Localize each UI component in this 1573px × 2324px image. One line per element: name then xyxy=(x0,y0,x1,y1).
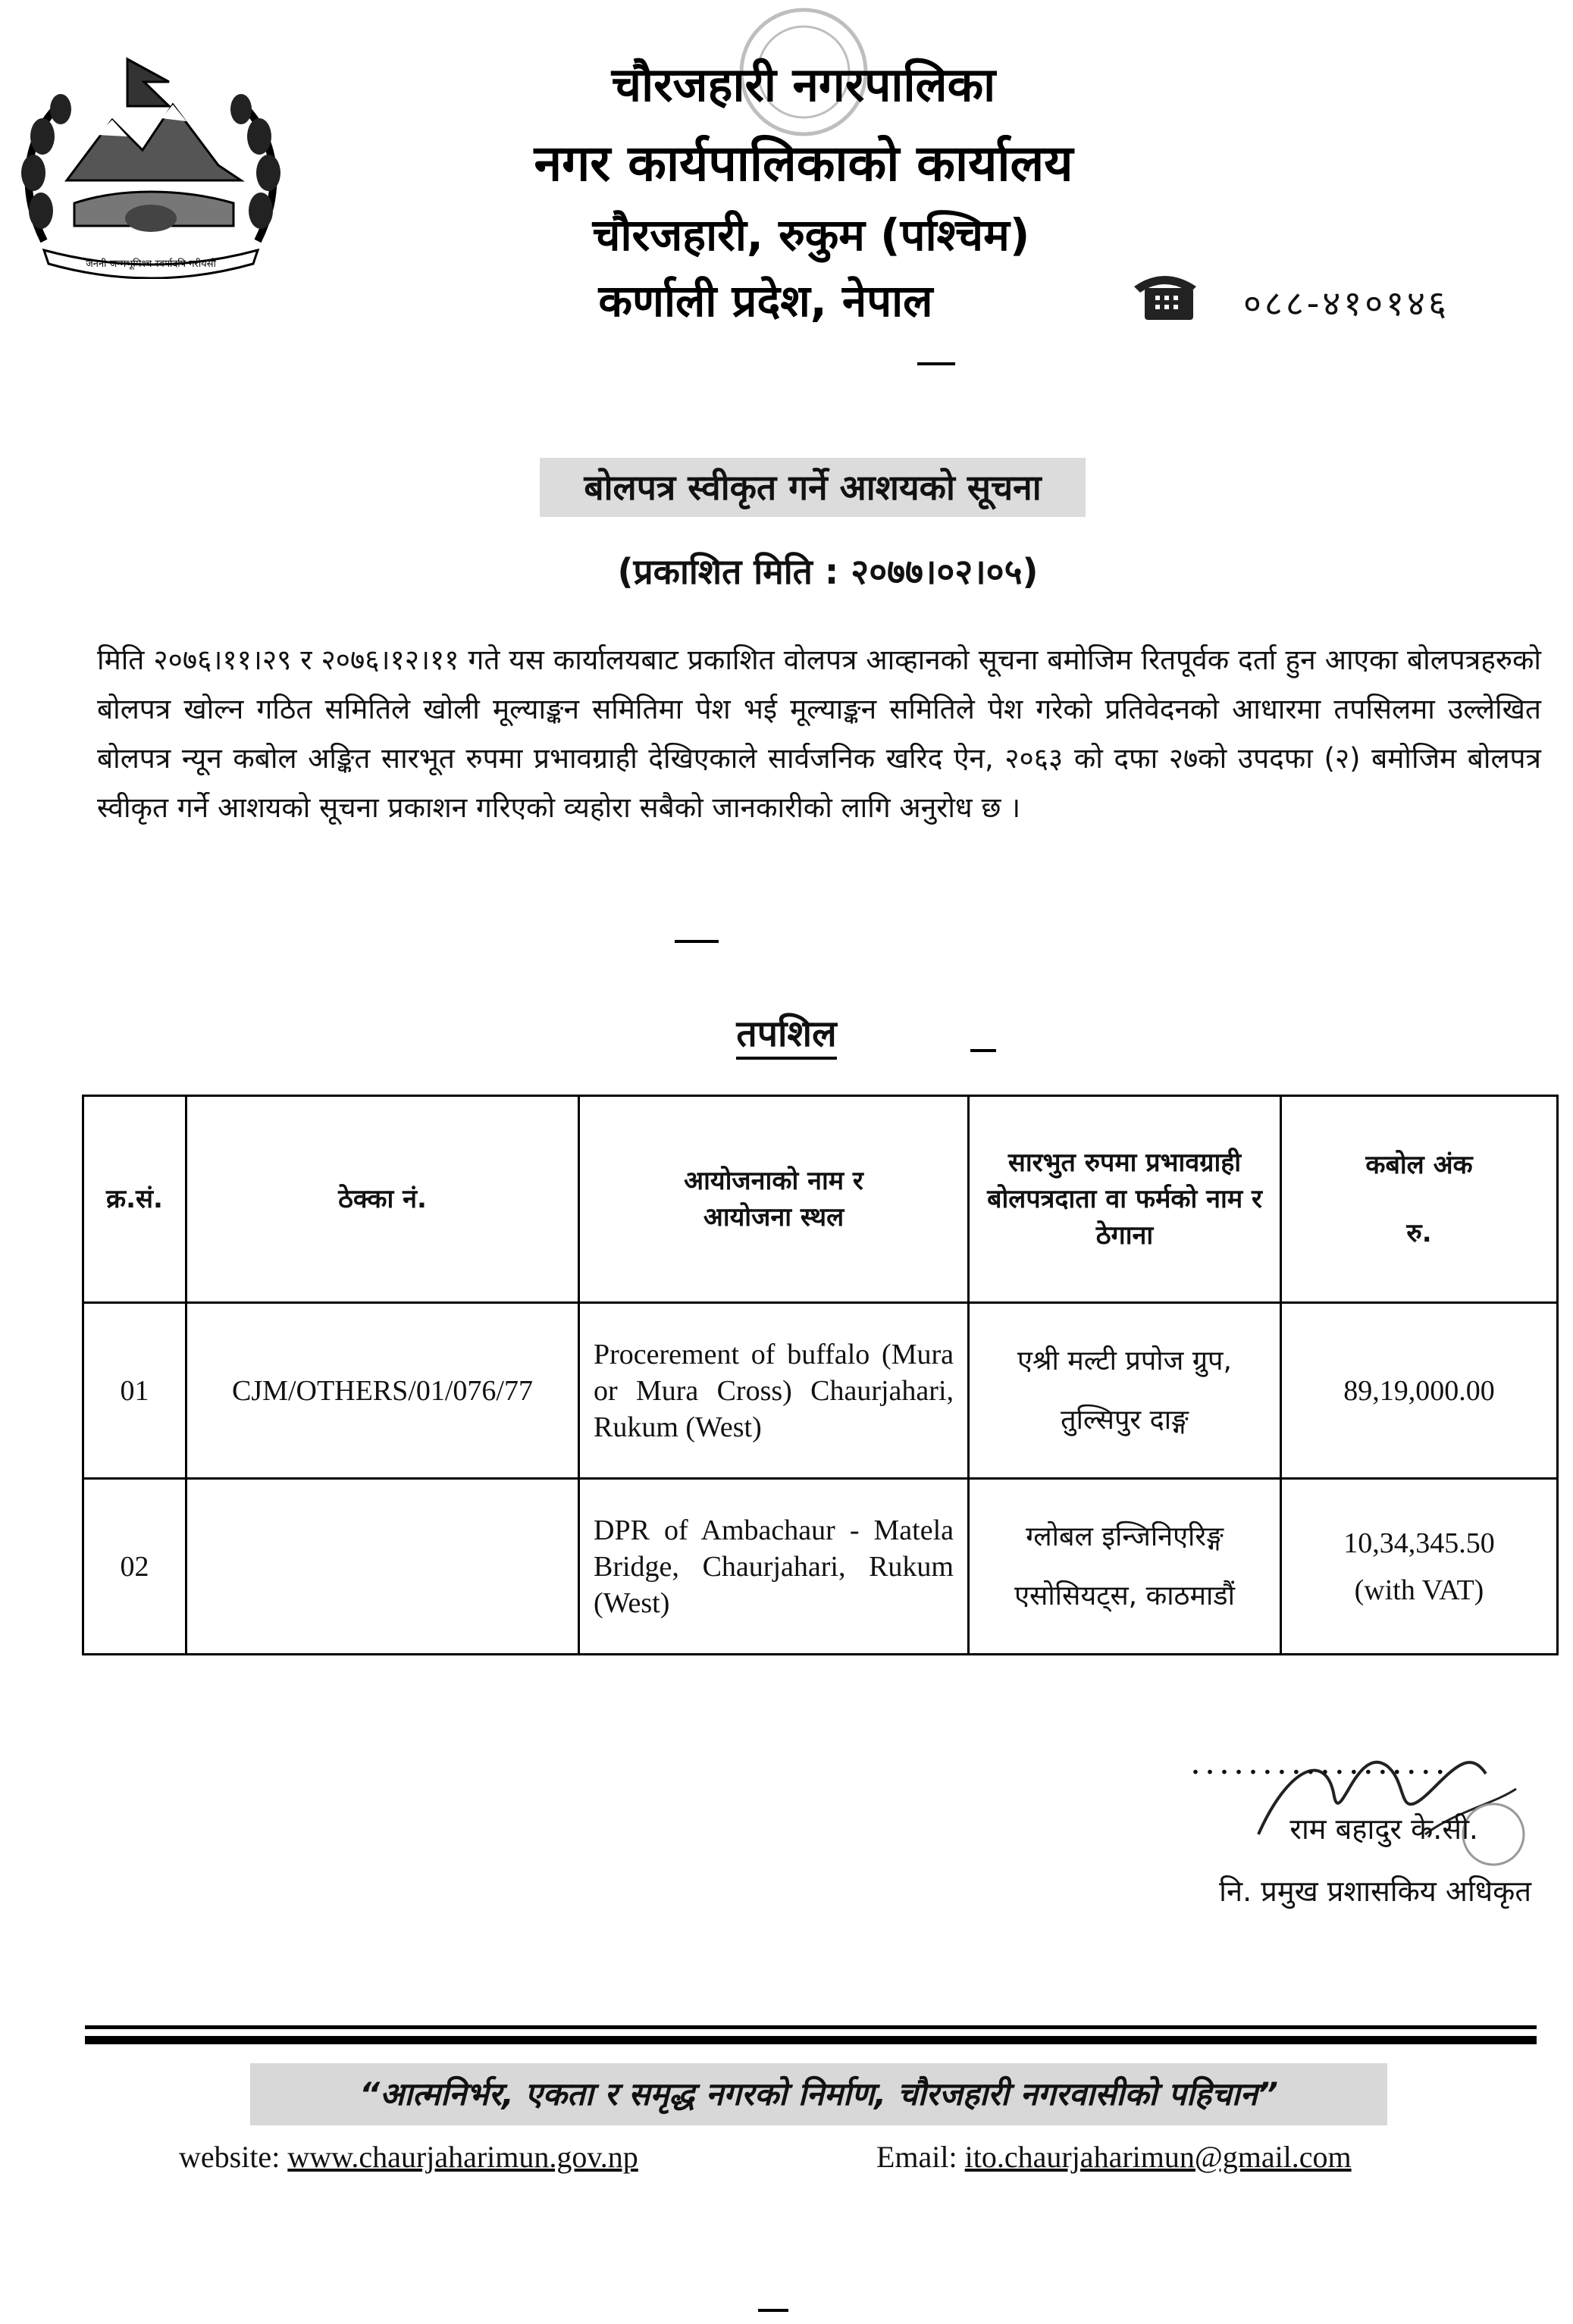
row-bidder-address: एसोसियट्स, काठमाडौं xyxy=(1014,1580,1235,1611)
header-bidder: सारभुत रुपमा प्रभावग्राही बोलपत्रदाता वा फर्मको नाम र ठेगाना xyxy=(969,1096,1281,1303)
website-link[interactable]: www.chaurjaharimun.gov.np xyxy=(287,2140,638,2174)
notice-title: बोलपत्र स्वीकृत गर्ने आशयको सूचना xyxy=(540,458,1086,517)
header-amount-line2: रु. xyxy=(1406,1218,1432,1248)
telephone-icon xyxy=(1128,270,1201,324)
notice-body: मिति २०७६।११।२९ र २०७६।१२।११ गते यस कार्यालयबाट प्रकाशित वोलपत्र आव्हानको सूचना बमोजिम रितपूर्वक दर्ता हुन आएका बोलपत्रहरुको बोलपत्र खोल्न गठित समितिले खोली मूल्याङ्कन समितिमा पेश भई मूल्याङ्कन समितिले पेश गरेको प्रतिवेदनको आधारमा तपसिलमा उल्लेखित बोलपत्र न्यून कबोल अङ्कित सारभूत रुपमा प्रभावग्राही देखिएकाले सार्वजनिक खरिद ऐन, २०६३ को दफा २७को उपदफा (२) बमोजिम बोलपत्र स्वीकृत गर्ने आशयको सूचना प्रकाशन गरिएको व्यहोरा सबैको जानकारीको लागि अनुरोध छ । xyxy=(97,644,1541,824)
row-contract-no xyxy=(186,1479,579,1655)
row-bidder-address: तुल्सिपुर दाङ्ग xyxy=(1061,1404,1189,1436)
signature-line: .................. xyxy=(1190,1743,1449,1782)
header-project xyxy=(579,1096,969,1303)
row-amount-value: 89,19,000.00 xyxy=(1343,1374,1495,1407)
signatory-designation: नि. प्रमुख प्रशासकिय अधिकृत xyxy=(1219,1875,1531,1908)
schedule-heading-text: तपशिल xyxy=(736,1013,836,1060)
footer-email xyxy=(876,2139,1528,2175)
row-amount xyxy=(1281,1303,1558,1479)
footer-divider-thick xyxy=(85,2036,1537,2044)
row-amount-note: (with VAT) xyxy=(1354,1574,1484,1606)
header-contract-no: ठेक्का नं. xyxy=(186,1096,579,1303)
phone-number: ०८८-४१०१४६ xyxy=(1243,283,1449,324)
row-bidder xyxy=(969,1303,1281,1479)
office-address: चौरजहारी, रुकुम (पश्चिम) xyxy=(592,209,1030,261)
signatory-name: राम बहादुर के.सी. xyxy=(1289,1812,1478,1846)
published-date: (प्रकाशित मिति : २०७७।०२।०५) xyxy=(617,551,1039,592)
email-label: Email: xyxy=(876,2140,957,2174)
footer-divider xyxy=(85,2025,1537,2029)
schedule-heading xyxy=(0,1008,1573,1057)
table-row xyxy=(83,1479,1558,1655)
table-header-row xyxy=(83,1096,1558,1303)
row-amount-value: 10,34,345.50 xyxy=(1343,1527,1495,1559)
municipality-name: चौरजहारी नगरपालिका xyxy=(611,57,996,112)
table-row xyxy=(83,1303,1558,1479)
schedule-table xyxy=(82,1095,1559,1655)
scan-mark xyxy=(758,2309,788,2312)
office-name: नगर कार्यपालिकाको कार्यालय xyxy=(534,134,1073,193)
row-sn: 01 xyxy=(83,1303,186,1479)
scan-mark xyxy=(970,1049,996,1052)
header-amount xyxy=(1281,1096,1558,1303)
footer-website xyxy=(179,2139,785,2175)
scan-mark xyxy=(917,362,955,365)
row-bidder-name: एश्री मल्टी प्रपोज ग्रुप, xyxy=(1017,1345,1232,1377)
row-project: Procerement of buffalo (Mura or Mura Cross) Chaurjahari, Rukum (West) xyxy=(579,1303,969,1479)
website-label: website: xyxy=(179,2140,280,2174)
header-sn: क्र.सं. xyxy=(83,1096,186,1303)
nepal-emblem-icon xyxy=(14,52,288,279)
footer-slogan: “आत्मनिर्भर, एकता र समृद्ध नगरको निर्माण, चौरजहारी नगरवासीको पहिचान” xyxy=(250,2063,1387,2125)
scan-mark xyxy=(675,940,719,943)
email-link[interactable]: ito.chaurjaharimun@gmail.com xyxy=(964,2140,1352,2174)
header-project-line2: आयोजना स्थल xyxy=(703,1202,844,1232)
header-project-line1: आयोजनाको नाम र xyxy=(684,1166,863,1196)
row-bidder-name: ग्लोबल इन्जिनिएरिङ्ग xyxy=(1026,1521,1224,1552)
header-amount-line1: कबोल अंक xyxy=(1365,1150,1473,1180)
row-amount xyxy=(1281,1479,1558,1655)
row-project: DPR of Ambachaur - Matela Bridge, Chaurjahari, Rukum (West) xyxy=(579,1479,969,1655)
province-line: कर्णाली प्रदेश, नेपाल xyxy=(598,275,933,327)
row-sn: 02 xyxy=(83,1479,186,1655)
row-bidder xyxy=(969,1479,1281,1655)
emblem-motto: जननी जन्मभूमिश्च स्वर्गादपि गरीयसी xyxy=(86,258,216,270)
row-contract-no: CJM/OTHERS/01/076/77 xyxy=(186,1303,579,1479)
